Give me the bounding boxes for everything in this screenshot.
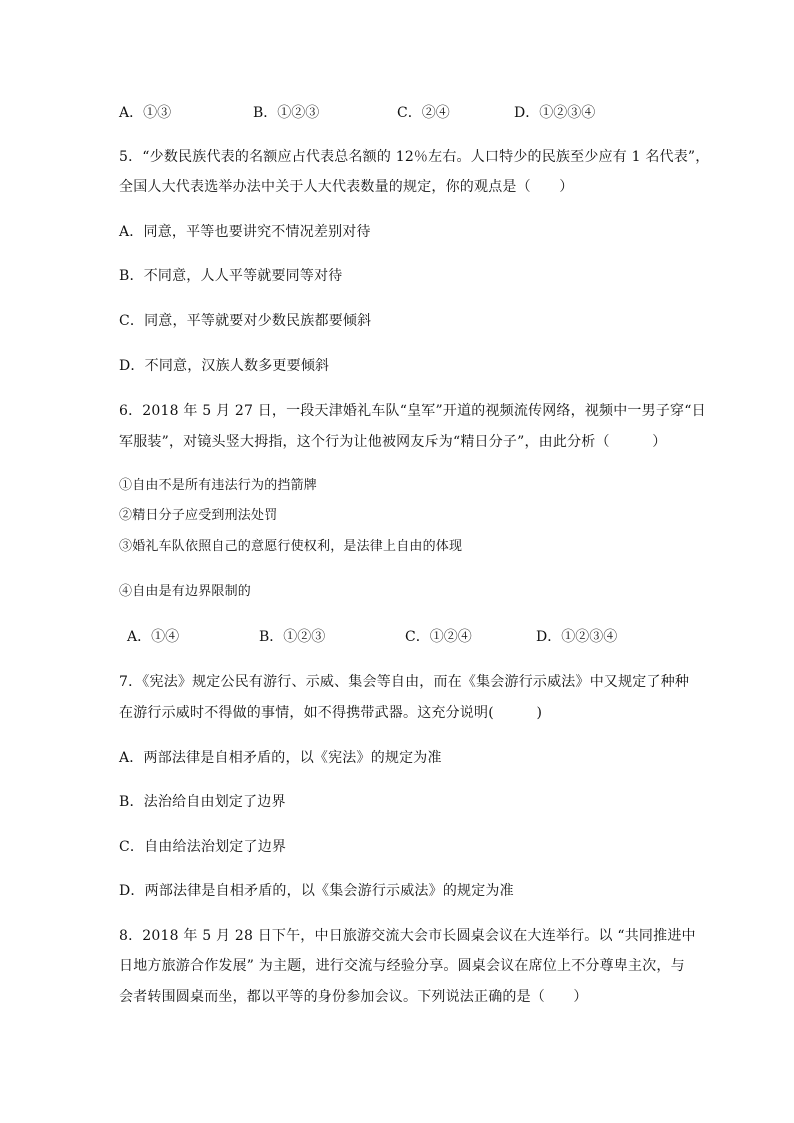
q6-option-c: C．①②④: [405, 629, 472, 645]
q7-option-a: A．两部法律是自相矛盾的，以《宪法》的规定为准: [119, 750, 442, 766]
q7-option-c: C．自由给法治划定了边界: [119, 839, 287, 855]
q5-option-a: A．同意，平等也要讲究不情况差别对待: [119, 224, 371, 240]
q7-stem-line2: 在游行示威时不得做的事情，如不得携带武器。这充分说明( ): [119, 705, 543, 721]
q8-stem-line2: 日地方旅游合作发展” 为主题，进行交流与经验分享。圆桌会议在席位上不分尊卑主次，与: [119, 958, 685, 974]
q5-option-b: B．不同意，人人平等就要同等对待: [119, 268, 343, 284]
q7-option-b: B．法治给自由划定了边界: [119, 794, 286, 810]
q7-stem-line1: 7．《宪法》规定公民有游行、示威、集会等自由，而在《集会游行示威法》中又规定了种种: [119, 674, 690, 690]
q6-option-d: D．①②③④: [536, 629, 618, 645]
q6-item-1: ①自由不是所有违法行为的挡箭牌: [119, 478, 318, 493]
q6-stem-line1: 6．2018 年 5 月 27 日，一段天津婚礼车队“皇军”开道的视频流传网络，视频中一男子穿“日: [119, 403, 706, 419]
q6-item-3: ③婚礼车队依照自己的意愿行使权利，是法律上自由的体现: [119, 539, 463, 554]
q4-option-b: B．①②③: [253, 105, 320, 121]
q4-option-c: C．②④: [397, 105, 450, 121]
q6-stem-line2: 军服装”，对镜头竖大拇指，这个行为让他被网友斥为“精日分子”，由此分析（ ）: [119, 434, 667, 450]
q4-option-d: D．①②③④: [514, 105, 596, 121]
q6-item-2: ②精日分子应受到刑法处罚: [119, 508, 278, 523]
q6-option-b: B．①②③: [259, 629, 326, 645]
q6-item-4: ④自由是有边界限制的: [119, 584, 252, 599]
q7-option-d: D．两部法律是自相矛盾的，以《集会游行示威法》的规定为准: [119, 883, 514, 899]
q6-option-a: A．①④: [127, 629, 180, 645]
q5-option-c: C．同意，平等就要对少数民族都要倾斜: [119, 313, 372, 329]
q8-stem-line1: 8．2018 年 5 月 28 日下午，中日旅游交流大会市长圆桌会议在大连举行。以 “共同推进中: [119, 928, 696, 944]
q5-option-d: D．不同意，汉族人数多更要倾斜: [119, 358, 330, 374]
q8-stem-line3: 会者转围圆桌而坐，都以平等的身份参加会议。下列说法正确的是（ ）: [119, 989, 588, 1005]
q4-option-a: A．①③: [119, 105, 172, 121]
q5-stem-line1: 5．“少数民族代表的名额应占代表总名额的 12％左右。人口特少的民族至少应有 1 名代表”，: [119, 149, 710, 165]
q5-stem-line2: 全国人大代表选举办法中关于人大代表数量的规定，你的观点是（ ）: [119, 179, 574, 195]
